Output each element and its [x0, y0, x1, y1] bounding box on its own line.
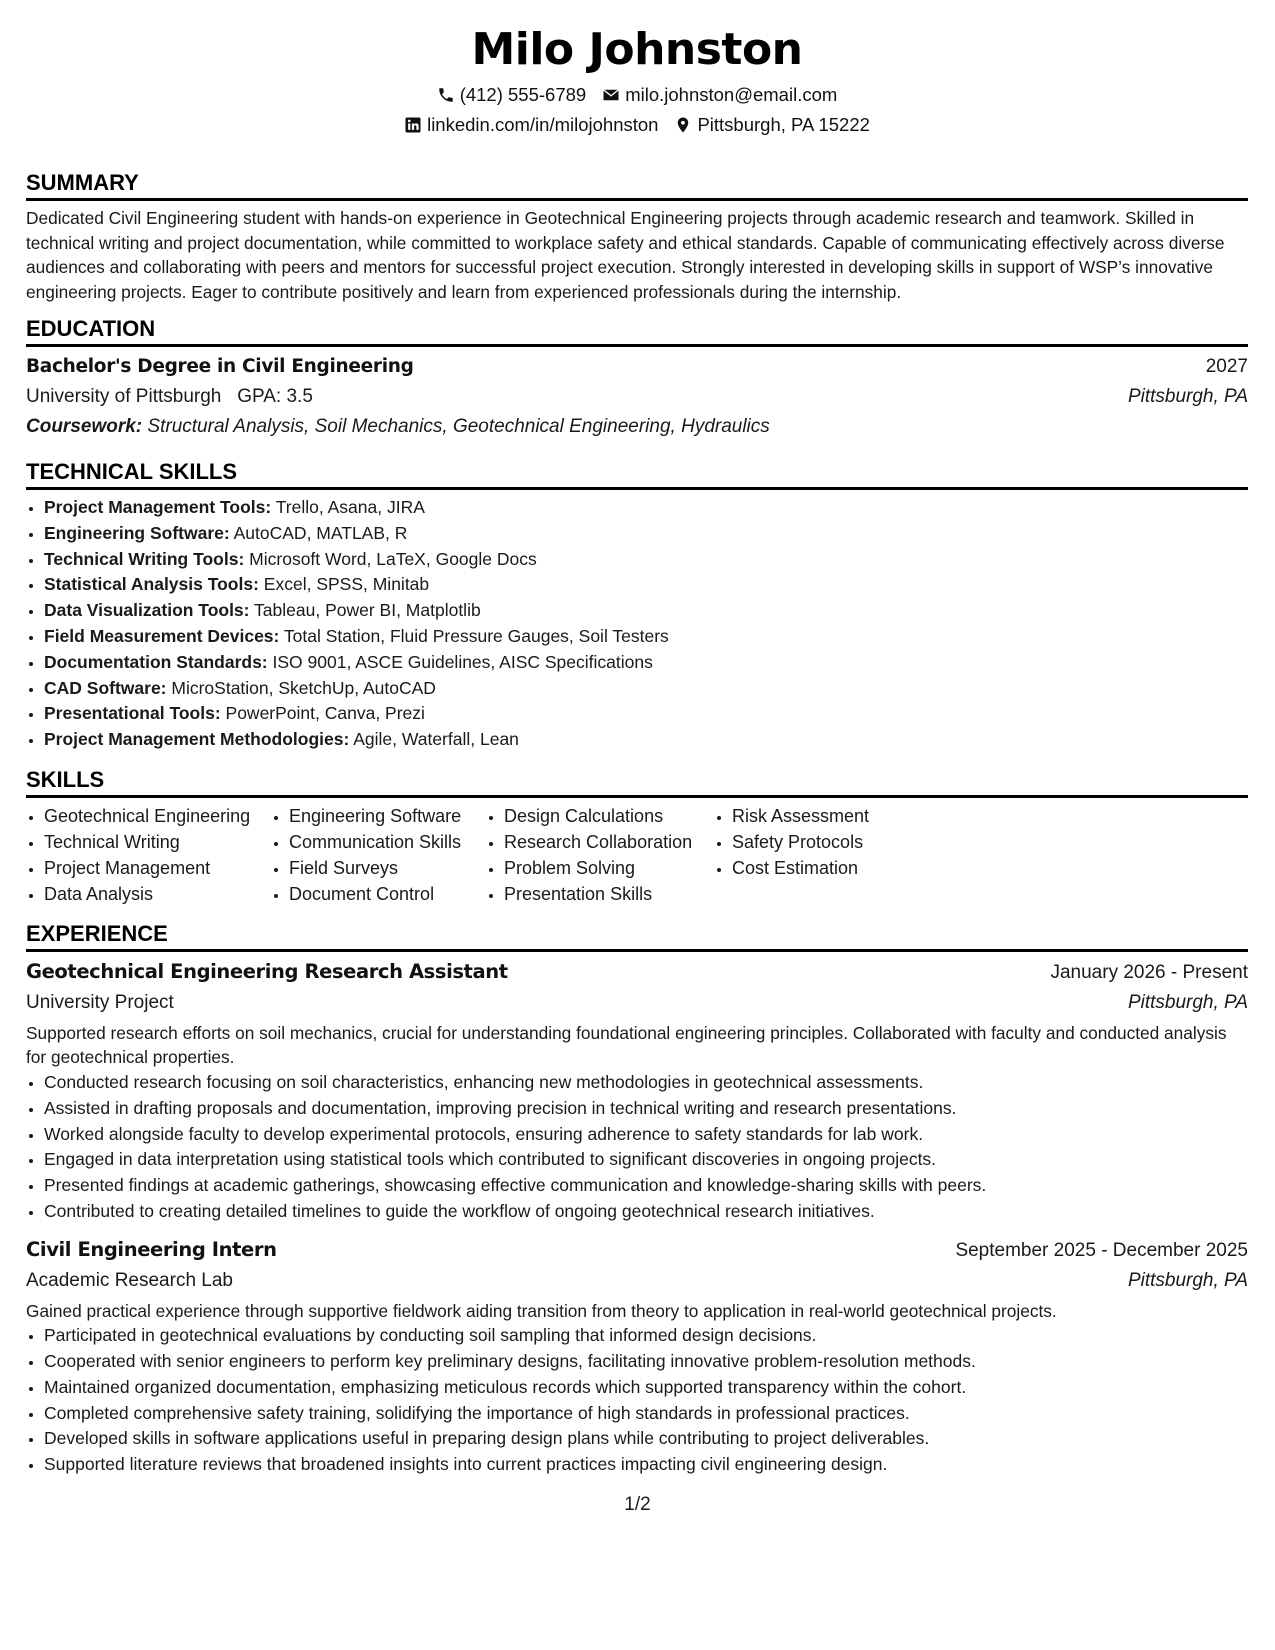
map-pin-icon: [674, 116, 692, 134]
list-item: • Document Control: [289, 881, 486, 907]
job-title: Civil Engineering Intern: [26, 1237, 277, 1261]
job-org-row: [26, 988, 1248, 1018]
list-item: • Supported literature reviews that broadened insights into current practices impacting civil engineering design.: [44, 1452, 1248, 1478]
skill-category-value: ISO 9001, ASCE Guidelines, AISC Specifications: [272, 651, 653, 672]
list-item: • Engineering Software: [289, 803, 486, 829]
education-location: Pittsburgh, PA: [1127, 386, 1248, 407]
school-line: [26, 382, 313, 412]
phone-item: [437, 81, 587, 109]
job-location: Pittsburgh, PA: [1127, 991, 1248, 1013]
experience-section: [26, 921, 1248, 1478]
gpa: GPA: 3.5: [237, 386, 313, 407]
list-item: [44, 650, 1248, 676]
skill-category-value: AutoCAD, MATLAB, R: [233, 522, 408, 543]
skill-category-value: Excel, SPSS, Minitab: [263, 574, 430, 595]
technical-skills-section: [26, 459, 1248, 753]
job-bullets: [26, 1323, 1248, 1478]
list-item: • Data Analysis: [44, 881, 271, 907]
degree-title: Bachelor's Degree in Civil Engineering: [26, 356, 414, 377]
skills-column-3: [486, 803, 714, 907]
email-link[interactable]: milo.johnston@email.com: [625, 84, 838, 105]
skill-category-label: Field Measurement Devices:: [44, 625, 280, 646]
job-organization: Academic Research Lab: [26, 1269, 233, 1291]
skills-column-1: [26, 803, 271, 907]
job-header-row: [26, 957, 1248, 988]
skill-category-label: Presentational Tools:: [44, 703, 221, 724]
job-organization: University Project: [26, 991, 174, 1013]
summary-text: Dedicated Civil Engineering student with hands-on experience in Geotechnical Engineering projects through academic research and teamwork. Skilled in technical writing and project documentation, while committed to workplace safety and ethical standards. Capable of communicating effectively across diverse audiences and collaborating with peers and mentors for successful project execution. Strongly interested in developing skills in support of WSP’s innovative engineering projects. Eager to contribute positively and learn from experienced professionals during the internship.: [26, 208, 1225, 302]
job-dates: September 2025 - December 2025: [955, 1239, 1248, 1261]
phone-icon: [437, 86, 455, 104]
candidate-name: Milo Johnston: [471, 24, 803, 75]
list-item: • Geotechnical Engineering: [44, 803, 271, 829]
skill-category-value: Tableau, Power BI, Matplotlib: [254, 600, 481, 621]
list-item: [44, 495, 1248, 521]
education-header-row: [26, 352, 1248, 382]
list-item: • Communication Skills: [289, 829, 486, 855]
resume-page: [26, 0, 1248, 1478]
list-item: • Maintained organized documentation, emphasizing meticulous records which supported transparency within the cohort.: [44, 1375, 1248, 1401]
list-item: • Safety Protocols: [732, 829, 952, 855]
skill-category-value: Microsoft Word, LaTeX, Google Docs: [249, 548, 537, 569]
list-item: • Conducted research focusing on soil characteristics, enhancing new methodologies in geotechnical assessments.: [44, 1070, 1248, 1096]
location-item: [674, 111, 869, 139]
list-item: • Developed skills in software applications useful in preparing design plans while contributing to project deliverables.: [44, 1426, 1248, 1452]
section-title-summary: SUMMARY: [26, 170, 1248, 201]
skill-category-value: PowerPoint, Canva, Prezi: [225, 703, 425, 724]
skill-category-value: MicroStation, SketchUp, AutoCAD: [171, 677, 436, 698]
envelope-icon: [602, 86, 620, 104]
skill-category-label: Statistical Analysis Tools:: [44, 574, 259, 595]
list-item: • Problem Solving: [504, 855, 714, 881]
section-title-technical-skills: TECHNICAL SKILLS: [26, 459, 1248, 490]
education-school-row: [26, 382, 1248, 412]
list-item: • Cost Estimation: [732, 855, 952, 881]
job-location: Pittsburgh, PA: [1127, 1269, 1248, 1291]
list-item: • Cooperated with senior engineers to perform key preliminary designs, facilitating innovative problem-resolution methods.: [44, 1349, 1248, 1375]
list-item: [44, 598, 1248, 624]
skill-category-label: Engineering Software:: [44, 522, 230, 543]
list-item: • Worked alongside faculty to develop experimental protocols, ensuring adherence to safety standards for lab work.: [44, 1122, 1248, 1148]
location-text: Pittsburgh, PA 15222: [697, 114, 870, 135]
graduation-year: 2027: [1205, 356, 1248, 377]
section-title-skills: SKILLS: [26, 767, 1248, 798]
list-item: • Field Surveys: [289, 855, 486, 881]
job-summary: Supported research efforts on soil mechanics, crucial for understanding foundational engineering principles. Collaborated with faculty and conducted analysis for geotechnical properties.: [26, 1022, 1227, 1068]
list-item: • Research Collaboration: [504, 829, 714, 855]
job-entry: [26, 957, 1248, 1225]
contact-row-2: [26, 110, 1248, 140]
education-section: [26, 316, 1248, 442]
skills-column-2: [271, 803, 486, 907]
skill-category-label: Data Visualization Tools:: [44, 600, 250, 621]
list-item: • Presentation Skills: [504, 881, 714, 907]
list-item: [44, 572, 1248, 598]
linkedin-icon: [404, 116, 422, 134]
list-item: [44, 727, 1248, 753]
list-item: • Engaged in data interpretation using statistical tools which contributed to significant discoveries in ongoing projects.: [44, 1147, 1248, 1173]
list-item: [44, 676, 1248, 702]
skills-section: [26, 767, 1248, 907]
skill-category-label: Project Management Tools:: [44, 497, 272, 517]
skills-grid: [26, 803, 1248, 907]
list-item: • Technical Writing: [44, 829, 271, 855]
coursework-label: Coursework:: [26, 416, 143, 437]
page-indicator: 1/2: [624, 1494, 651, 1515]
coursework-line: [26, 412, 1248, 442]
list-item: [44, 547, 1248, 573]
skill-category-label: Project Management Methodologies:: [44, 729, 350, 750]
skill-category-label: Technical Writing Tools:: [44, 548, 245, 569]
job-header-row: [26, 1235, 1248, 1266]
list-item: • Risk Assessment: [732, 803, 952, 829]
list-item: [44, 521, 1248, 547]
school-name: University of Pittsburgh: [26, 386, 222, 407]
email-item[interactable]: [602, 81, 837, 109]
skill-category-label: Documentation Standards:: [44, 651, 268, 672]
skills-column-4: [714, 803, 952, 907]
coursework-list: Structural Analysis, Soil Mechanics, Geotechnical Engineering, Hydraulics: [147, 416, 770, 437]
section-title-experience: EXPERIENCE: [26, 921, 1248, 952]
list-item: • Project Management: [44, 855, 271, 881]
list-item: [44, 701, 1248, 727]
job-entry: [26, 1235, 1248, 1478]
list-item: [44, 624, 1248, 650]
section-title-education: EDUCATION: [26, 316, 1248, 347]
list-item: • Completed comprehensive safety training, solidifying the importance of high standards in professional practices.: [44, 1401, 1248, 1427]
phone-number: (412) 555-6789: [459, 84, 587, 105]
list-item: • Presented findings at academic gatherings, showcasing effective communication and knowledge-sharing skills with peers.: [44, 1173, 1248, 1199]
job-summary: Gained practical experience through supportive fieldwork aiding transition from theory to application in real-world geotechnical projects.: [26, 1300, 1057, 1321]
list-item: • Assisted in drafting proposals and documentation, improving precision in technical writing and research presentations.: [44, 1096, 1248, 1122]
skill-category-label: CAD Software:: [44, 677, 167, 698]
summary-section: [26, 170, 1248, 304]
skill-category-value: Trello, Asana, JIRA: [275, 497, 425, 517]
job-bullets: [26, 1070, 1248, 1225]
technical-skills-list: [26, 495, 1248, 753]
linkedin-item[interactable]: [404, 111, 658, 139]
contact-row-1: [26, 80, 1248, 110]
job-title: Geotechnical Engineering Research Assistant: [26, 959, 508, 983]
list-item: • Contributed to creating detailed timelines to guide the workflow of ongoing geotechnical research initiatives.: [44, 1199, 1248, 1225]
list-item: • Design Calculations: [504, 803, 714, 829]
list-item: • Participated in geotechnical evaluations by conducting soil sampling that informed design decisions.: [44, 1323, 1248, 1349]
job-org-row: [26, 1266, 1248, 1296]
skill-category-value: Agile, Waterfall, Lean: [353, 729, 519, 750]
job-dates: January 2026 - Present: [1050, 961, 1248, 983]
skill-category-value: Total Station, Fluid Pressure Gauges, Soil Testers: [283, 625, 669, 646]
linkedin-link[interactable]: linkedin.com/in/milojohnston: [427, 114, 659, 135]
